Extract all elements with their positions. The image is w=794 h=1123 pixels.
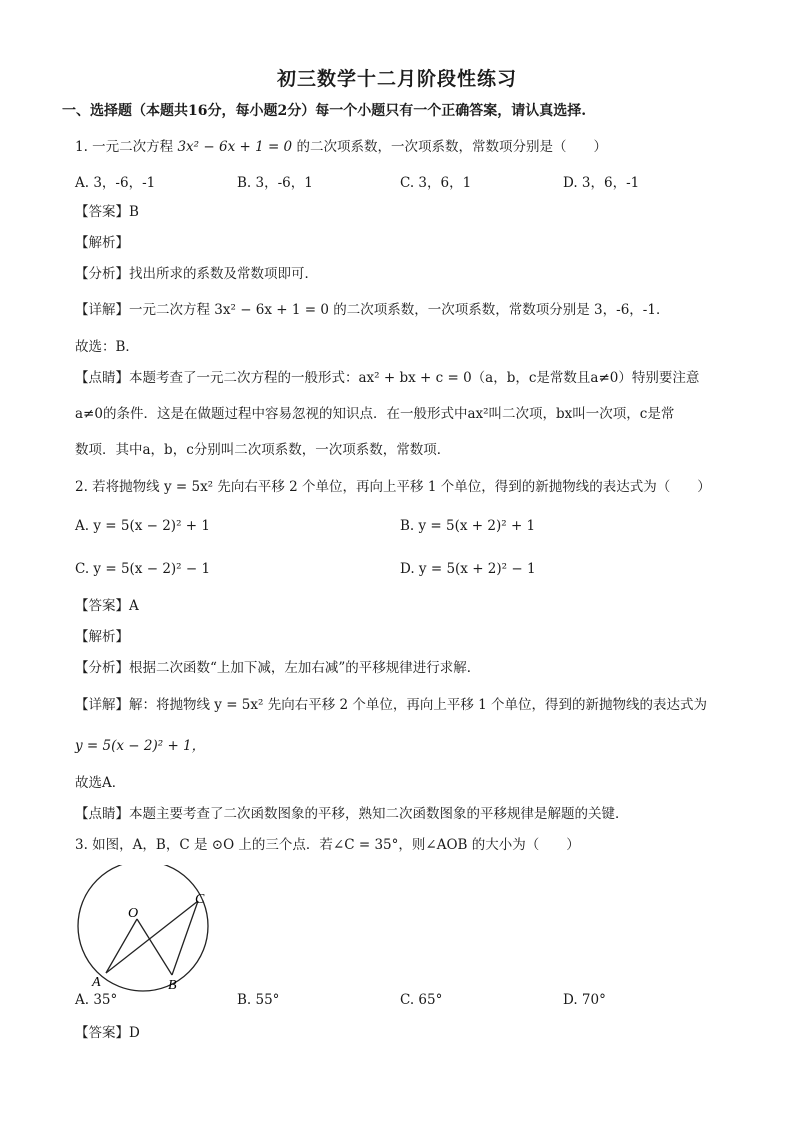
q1-option-b[interactable]: B. 3，-6，1 xyxy=(237,175,313,191)
q1-stem xyxy=(75,137,607,157)
q1-option-d[interactable]: D. 3，6，-1 xyxy=(563,175,640,191)
q2-result: y = 5(x − 2)² + 1， xyxy=(75,738,206,754)
q2-options-row1 xyxy=(75,518,735,538)
segment-bc xyxy=(172,901,198,975)
q3-option-a[interactable]: A. 35° xyxy=(75,992,118,1008)
q1-dianjing-line1: 【点睛】本题考查了一元二次方程的一般形式：ax² + bx + c = 0（a，b，c是常数且a≠0）特别要注意 xyxy=(75,370,700,386)
q3-option-b[interactable]: B. 55° xyxy=(237,992,280,1008)
label-b: B xyxy=(168,978,177,993)
segment-ac xyxy=(106,901,198,973)
q2-guxuan: 故选A． xyxy=(75,775,126,791)
q1-dianjing-line3: 数项．其中a，b，c分别叫二次项系数，一次项系数，常数项． xyxy=(75,442,451,458)
q1-guxuan: 故选：B． xyxy=(75,339,139,355)
q2-fenxi: 【分析】根据二次函数“上加下减，左加右减”的平移规律进行求解． xyxy=(75,660,481,676)
q1-jiexi: 【解析】 xyxy=(75,235,129,251)
circle-figure xyxy=(70,865,230,993)
q1-number: 1. 一元二次方程 xyxy=(75,139,174,155)
q2-option-b[interactable]: B. y = 5(x + 2)² + 1 xyxy=(400,518,536,534)
q1-xiangjie: 【详解】一元二次方程 3x² − 6x + 1 = 0 的二次项系数，一次项系数，常数项分别是 3，-6，-1． xyxy=(75,302,670,318)
q2-option-c[interactable]: C. y = 5(x − 2)² − 1 xyxy=(75,561,211,577)
label-c: C xyxy=(195,892,205,907)
q3-stem: 3. 如图，A，B，C 是 ⊙O 上的三个点．若∠C = 35°，则∠AOB 的大小为（ ） xyxy=(75,837,580,853)
q2-xiangjie: 【详解】解：将抛物线 y = 5x² 先向右平移 2 个单位，再向上平移 1 个单位，得到的新抛物线的表达式为 xyxy=(75,697,708,713)
segment-oa xyxy=(106,919,137,973)
section-heading: 一、选择题（本题共16分，每小题2分）每一个小题只有一个正确答案，请认真选择. xyxy=(62,103,587,119)
q1-equation: 3x² − 6x + 1 = 0 xyxy=(177,139,293,155)
q3-options xyxy=(75,992,735,1012)
segment-ob xyxy=(137,919,172,975)
q2-answer: 【答案】A xyxy=(75,598,139,614)
q2-dianjing: 【点睛】本题主要考查了二次函数图象的平移，熟知二次函数图象的平移规律是解题的关键． xyxy=(75,806,629,822)
q3-option-c[interactable]: C. 65° xyxy=(400,992,443,1008)
q2-stem: 2. 若将抛物线 y = 5x² 先向右平移 2 个单位，再向上平移 1 个单位，得到的新抛物线的表达式为（ ） xyxy=(75,479,711,495)
q3-option-d[interactable]: D. 70° xyxy=(563,992,606,1008)
q1-options xyxy=(75,171,735,191)
label-o: O xyxy=(128,906,139,921)
q1-fenxi: 【分析】找出所求的系数及常数项即可． xyxy=(75,266,318,282)
q1-option-a[interactable]: A. 3，-6，-1 xyxy=(75,175,156,191)
q1-answer: 【答案】B xyxy=(75,204,139,220)
label-a: A xyxy=(92,975,101,990)
document-title: 初三数学十二月阶段性练习 xyxy=(276,68,517,90)
q2-jiexi: 【解析】 xyxy=(75,629,129,645)
q1-dianjing-line2: a≠0的条件．这是在做题过程中容易忽视的知识点．在一般形式中ax²叫二次项，bx叫一次项，c是常 xyxy=(75,406,675,422)
q2-option-d[interactable]: D. y = 5(x + 2)² − 1 xyxy=(400,561,536,577)
q1-stem-tail: 的二次项系数，一次项系数，常数项分别是（ ） xyxy=(296,139,607,155)
q3-answer: 【答案】D xyxy=(75,1025,140,1041)
q2-option-a[interactable]: A. y = 5(x − 2)² + 1 xyxy=(75,518,210,534)
q2-options-row2 xyxy=(75,561,735,581)
q1-option-c[interactable]: C. 3，6，1 xyxy=(400,175,472,191)
